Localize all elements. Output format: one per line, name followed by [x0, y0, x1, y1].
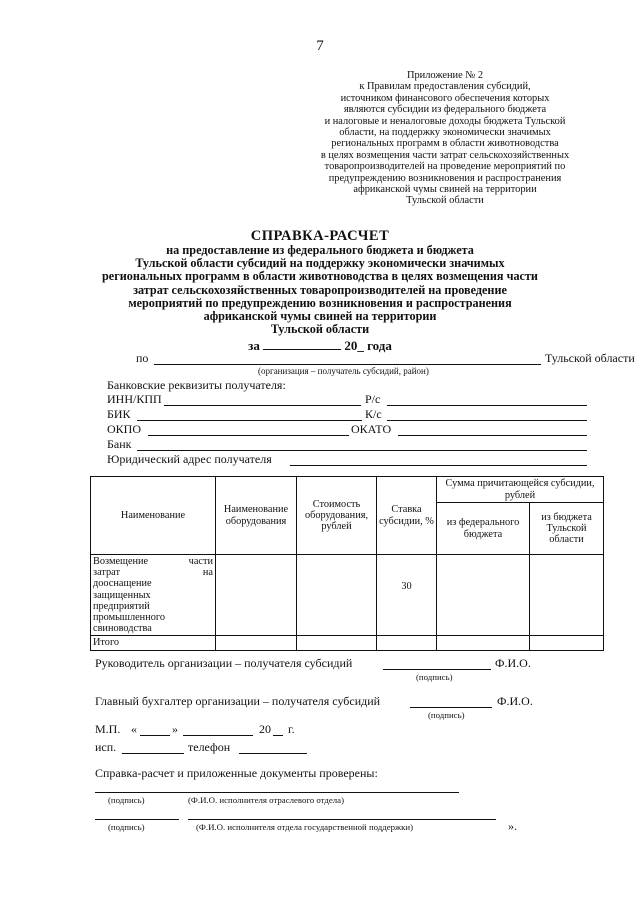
period-year: 20_ года — [344, 338, 392, 353]
title-line: региональных программ в области животноводства в целях возмещения части — [102, 269, 538, 284]
ks-label: К/с — [365, 407, 382, 421]
total-cost-cell[interactable] — [297, 636, 377, 650]
bik-field[interactable] — [137, 420, 362, 421]
row-name-part: части — [188, 556, 213, 567]
row-regional-cell[interactable] — [530, 555, 604, 636]
calculation-table — [90, 476, 604, 651]
organization-caption: (организация – получатель субсидий, район) — [258, 366, 429, 376]
sector-signature-caption: (подпись) — [108, 795, 145, 805]
bank-details-label: Банковские реквизиты получателя: — [107, 378, 286, 392]
date-close-quote: » — [172, 722, 178, 736]
row-name-part: Возмещение — [93, 556, 149, 567]
closing-quote: ». — [508, 819, 517, 833]
ks-field[interactable] — [387, 420, 587, 421]
support-signature-field[interactable] — [95, 819, 179, 820]
header-rate: Ставка субсидии, % — [377, 477, 437, 555]
date-day-field[interactable] — [140, 735, 170, 736]
appendix-line: африканской чумы свиней на территории — [353, 184, 537, 196]
header-equipment: Наименование оборудования — [216, 477, 297, 555]
appendix-line: товаропроизводителей на проведение мероприятий по — [324, 161, 566, 173]
page-number: 7 — [316, 38, 324, 54]
appendix-line: Тульской области — [406, 195, 484, 207]
row-name-part: дооснащение — [93, 578, 152, 590]
header-sum-group: Сумма причитающейся субсидии, рублей — [437, 477, 604, 503]
phone-field[interactable] — [239, 753, 307, 754]
appendix-line: источником финансового обеспечения которых — [340, 92, 550, 104]
okato-field[interactable] — [398, 435, 587, 436]
head-label: Руководитель организации – получателя субсидий — [95, 656, 353, 670]
appendix-line: в целях возмещения части затрат сельскохозяйственных — [320, 149, 570, 161]
accountant-fio: Ф.И.О. — [497, 694, 533, 708]
total-regional-cell[interactable] — [530, 636, 604, 650]
date-year: 20 — [259, 722, 271, 736]
header-cost: Стоимость оборудования, рублей — [297, 477, 377, 555]
appendix-line: региональных программ в области животноводства — [331, 138, 559, 150]
checked-label: Справка-расчет и приложенные документы проверены: — [95, 766, 378, 780]
appendix-line: предупреждению возникновения и распространения — [328, 172, 562, 184]
table-row — [91, 555, 604, 636]
chief-accountant-label: Главный бухгалтер организации – получателя субсидий — [95, 694, 381, 708]
date-year-field[interactable] — [273, 735, 283, 736]
support-executor-field[interactable] — [188, 819, 496, 820]
sector-executor-caption: (Ф.И.О. исполнителя отраслевого отдела) — [188, 795, 345, 805]
head-signature-caption: (подпись) — [416, 672, 453, 682]
appendix-line: области, на поддержку экономически значимых — [339, 127, 551, 139]
report-period — [0, 337, 640, 354]
head-signature-field[interactable] — [383, 669, 491, 670]
appendix-line: и налоговые и неналоговые доходы бюджета Тульской — [324, 115, 566, 127]
total-equipment-cell[interactable] — [216, 636, 297, 650]
header-name: Наименование — [91, 477, 216, 555]
total-rate-cell[interactable] — [377, 636, 437, 650]
table-total-row — [91, 636, 604, 650]
executor-label: исп. — [95, 740, 117, 754]
appendix-line: к Правилам предоставления субсидий, — [359, 81, 531, 93]
title-line: мероприятий по предупреждению возникновения и распространения — [128, 295, 512, 310]
period-prefix: за — [248, 338, 260, 353]
date-month-field[interactable] — [183, 735, 253, 736]
total-label: Итого — [91, 636, 216, 650]
title-line: на предоставление из федерального бюджета и бюджета — [166, 243, 474, 257]
mp-label: М.П. — [95, 722, 121, 736]
row-name-part: защищенных — [93, 589, 151, 601]
row-cost-cell[interactable] — [297, 555, 377, 636]
title-line: затрат сельскохозяйственных товаропроизводителей на проведение — [133, 282, 507, 297]
date-suffix: г. — [288, 722, 295, 736]
row-name — [91, 555, 216, 636]
executor-field[interactable] — [122, 753, 184, 754]
rs-label: Р/с — [365, 392, 381, 406]
accountant-signature-field[interactable] — [410, 707, 492, 708]
appendix-line: Приложение № 2 — [406, 70, 484, 81]
okato-label: ОКАТО — [351, 422, 392, 436]
appendix-note — [300, 70, 590, 207]
organization-field[interactable] — [154, 364, 541, 365]
row-name-part: на — [202, 567, 213, 579]
title-main: СПРАВКА-РАСЧЕТ — [250, 228, 390, 244]
rs-field[interactable] — [387, 405, 587, 406]
row-name-part: свиноводства — [93, 623, 152, 635]
row-equipment-cell[interactable] — [216, 555, 297, 636]
inn-field[interactable] — [164, 405, 361, 406]
inn-label: ИНН/КПП — [107, 392, 162, 406]
head-fio: Ф.И.О. — [495, 656, 531, 670]
document-title — [80, 228, 560, 336]
support-executor-caption: (Ф.И.О. исполнителя отдела государственной поддержки) — [196, 822, 414, 832]
row-rate-cell: 30 — [377, 555, 437, 636]
po-label: по — [136, 351, 149, 365]
row-name-part: промышленного — [93, 612, 165, 624]
title-line: Тульской области субсидий на поддержку экономически значимых — [135, 256, 505, 271]
date-open-quote: « — [131, 722, 137, 736]
table-header-row — [91, 477, 604, 503]
address-field[interactable] — [290, 465, 587, 466]
okpo-field[interactable] — [148, 435, 349, 436]
address-label: Юридический адрес получателя — [107, 452, 272, 466]
support-signature-caption: (подпись) — [108, 822, 145, 832]
sector-executor-field[interactable] — [95, 792, 459, 793]
row-federal-cell[interactable] — [437, 555, 530, 636]
phone-label: телефон — [188, 740, 231, 754]
region-suffix: Тульской области — [545, 351, 635, 365]
title-line: Тульской области — [270, 322, 370, 337]
bank-label: Банк — [107, 437, 132, 451]
total-federal-cell[interactable] — [437, 636, 530, 650]
appendix-line: являются субсидии из федерального бюджета — [343, 104, 547, 116]
title-line: африканской чумы свиней на территории — [203, 309, 437, 324]
row-name-part: предприятий — [93, 600, 150, 612]
okpo-label: ОКПО — [107, 422, 142, 436]
header-federal: из федерального бюджета — [437, 503, 530, 555]
header-regional: из бюджета Тульской области — [530, 503, 604, 555]
accountant-signature-caption: (подпись) — [428, 710, 465, 720]
bank-field[interactable] — [137, 450, 587, 451]
bik-label: БИК — [107, 407, 131, 421]
period-blank[interactable] — [263, 337, 341, 350]
row-name-part: затрат — [93, 567, 120, 579]
